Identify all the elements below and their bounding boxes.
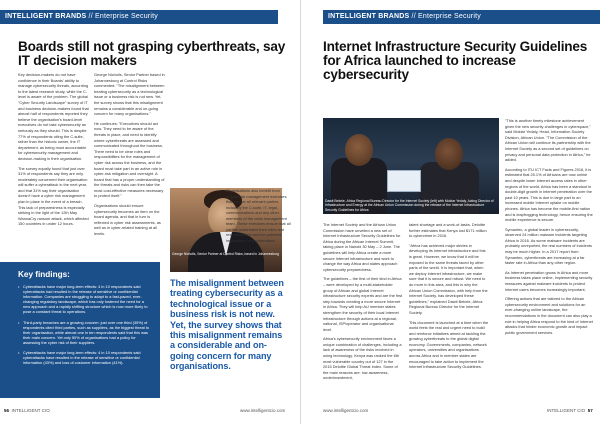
paragraph: He continues: "Executives should act now. They need to be aware of the threats in place, and need to identify where cyberthreats are assessed and communicated throughout the business. There need to be clear roles and responsibilities for the management of cyber risk across the business, and the board must take part in an active role in cyber-risk mitigation and oversight. A board that has a proper understanding of the threats and risks can then take the most cost-effective measures necessary to protect itself." bbox=[94, 120, 165, 199]
page-footer bbox=[4, 408, 50, 414]
paragraph: As Internet penetration grows in Africa and more business takes place online, implementing security measures against malware incidents to protect Internet users becomes increasingly important. bbox=[505, 269, 593, 292]
footer-url[interactable]: www.intelligentcio.com bbox=[323, 408, 369, 413]
key-findings-list bbox=[18, 284, 152, 365]
footer-brand: INTELLIGENT CIO bbox=[547, 408, 586, 413]
section-name: Enterprise Security bbox=[418, 13, 481, 20]
article-column-2 bbox=[409, 222, 489, 406]
pull-quote: The misalignment between treating cybersecurity as a technological issue or a business risk is not new. Yet, the survey shows that this misalignment remains a considerable and on-going concern for many organisations. bbox=[170, 278, 284, 372]
section-name: Enterprise Security bbox=[95, 13, 158, 20]
paragraph: Organisations also benefit from regular risk management exercises that involve all relevant parties including the C-suite, IT, legal, communications and any other members of the crisis management team. These exercises ensure that all parties understand their roles and responsibilities and the potential implications of a cyberattack. bbox=[226, 188, 291, 243]
page-number: 57 bbox=[587, 408, 593, 413]
paragraph: Offering actions that are tailored to the African cybersecurity environment and solutions for an ever-changing online landscape, the recommendations in the document can also play a role in helping Africa respond to the kind of Internet attacks that hinder economic growth and impact public government services. bbox=[505, 296, 593, 335]
list-item: • Cyberattacks have major long-term effects: 4 in 10 respondents said cyberattacks have resulted in the release of sensitive or confidential information (43%) and loss of customer information (41%). bbox=[18, 350, 152, 365]
article-column-1 bbox=[323, 222, 403, 406]
paragraph: George Nicholls, Senior Partner based in Johannesburg at Control Risks commented: "The misalignment between treating cybersecurity as a technological issue or a business risk is not new. Yet, the survey shows that this misalignment remains a considerable and on-going concern for many organisations." bbox=[94, 72, 165, 117]
footer-url[interactable]: www.intelligentcio.com bbox=[240, 408, 286, 413]
article-column-3 bbox=[505, 118, 593, 406]
paragraph: The survey equally found that just over 31% of respondents say they are only moderately concerned their organisation will suffer a cyberattack in the next year, and that 31% say their organisation doesn't have a cyber risk management plan in place in the event of a breach. This lack of preparedness is especially striking in the light of the 12th May WannaCry ransom attack, which affected 150 countries in under 12 hours. bbox=[18, 165, 89, 227]
key-findings-title: Key findings: bbox=[18, 270, 70, 279]
paragraph: Key decision-makers do not have confidence in their Boards' ability to manage cybersecurity threats, according to the latest research study, while the C-level is aware of the problem. The global "Cyber Security Landscape" survey of IT and business decision-makers found that almost half of respondents reported they believe the organisation's board-level executives do not take cybersecurity as seriously as they should. This is despite 77% of respondents citing the C-suite, rather than the historic owner, the IT department, as being most accountable for cybersecurity management and decision-making in their organisation. bbox=[18, 72, 89, 161]
section-separator: // bbox=[88, 13, 93, 20]
paragraph: The Internet Society and the African Union Commission have unveiled a new set of Internet Infrastructure Security Guidelines for Africa during the African Internet Summit, taking place in Nairobi 30 May – 2 June. The guidelines will help Africa create a more secure Internet infrastructure and work to change the way Africa and states approach cybersecurity preparedness. bbox=[323, 222, 401, 272]
right-page bbox=[300, 0, 600, 424]
paragraph: talent shortage and a work-of-tasks. Deloitte further estimates that Kenya lost $171 million to cybercrime in 2016. bbox=[409, 222, 487, 239]
paragraph: Organisations should ensure cybersecurity becomes an item on the board agenda, and that in turn is reflected in cyber risk assessments, as well as in cyber-related training at all levels. bbox=[94, 203, 161, 237]
page-footer bbox=[547, 408, 593, 414]
paragraph: "Africa has achieved major strides in developing its Internet infrastructure and this is great. However, we know that it will be exposed to the same threats faced by other parts of the world. It is important that, when we deploy Internet infrastructure, we make sure that it is secure and robust. We need to do more in this area, and this is why the African Union Commission, with help from the Internet Society, has developed these guidelines," explained Dawit Bekele, Africa Regional Bureau Director for the Internet Society. bbox=[409, 242, 488, 315]
page-number: 56 bbox=[4, 408, 10, 413]
section-bar bbox=[323, 10, 600, 24]
key-findings-box bbox=[0, 262, 160, 398]
paragraph: Symantec, a global leader in cybersecurity, observed 24 million malware incidents targeting Africa in 2016. As some malware incidents are probably unreported, the real numbers of incidents may be much higher. In a 2017 report from Symantec, cyberthreats are increasing at a far faster rate in Africa than any other region. bbox=[505, 226, 592, 266]
paragraph: Africa's cybersecurity environment faces a unique combination of challenges, including a lack of awareness of the risks involved in using technology. Kenya was ranked the 6th most vulnerable country out of 127 in the 2015 Deloitte Global Threat Index. Some of the main reasons are: low awareness, underinvestment, bbox=[323, 336, 402, 381]
article-column-2 bbox=[94, 72, 166, 258]
article-headline: Internet Infrastructure Security Guidelines for Africa launched to increase cybersecurity bbox=[323, 39, 588, 82]
photo-caption: George Nicholls, Senior Partner at Control Risks, based in Johannesburg bbox=[172, 252, 279, 256]
article-headline: Boards still not grasping cyberthreats, say IT decision makers bbox=[18, 39, 286, 68]
list-item: • Third-party breaches are a growing concern: just over one third (35%) of respondents cited third parties, such as suppliers, as the biggest threat to their organisation, while almost one in ten respondents said that this was their main concern. Yet only 50% of organisations had a policy for assessing the cyber risk of their suppliers. bbox=[18, 320, 152, 345]
section-brand: INTELLIGENT BRANDS bbox=[5, 13, 87, 20]
list-item: • Cyberattacks have major long-term effects: 4 in 10 respondents said cyberattacks had resulted in the release of sensitive or confidential information. Companies are struggling to adapt to a fast-paced, ever-changing regulatory landscape, which has only fostered the need for a new approach and a rapidly shifting structure which is now more likely to pose a constant threat to operations. bbox=[18, 284, 152, 315]
paragraph: The guidelines – the first of their kind in Africa – were developed by a multi-stakeholder group of African and global Internet infrastructure security experts and are the first step towards creating a more secure Internet in Africa. They will help AU member states strengthen the security of their local Internet infrastructure through actions at a regional, national, ISP/operator and organisational level. bbox=[323, 276, 403, 332]
photo-caption: Dawit Bekele, Africa Regional Bureau Director for the Internet Society (left) with Moktar Yedaly, Acting Director of Infrastructure and Energy at the African Union Commission during the release of the Internet Infrastructure Security Guidelines for Africa bbox=[325, 199, 494, 212]
section-bar bbox=[0, 10, 278, 24]
paragraph: This document is launched at a time when the world feels the real and urgent need to build and reinforce initiatives aimed at tackling the growing cyberthreats to the global digital economy. Governments, companies, network operators, universities and organisations across Africa and in member states are encouraged to take action to implement the Internet Infrastructure Security Guidelines. bbox=[409, 319, 489, 370]
paragraph: According to ITU ICT Facts and Figures 2016, it is estimated that 25.1% of Africans are now online and despite lower Internet access rates in other regions of the world, Africa has been a standout in double-digit growth in Internet penetration over the past 10 years. This is due in large part to an increased mobile Internet uptake on mobile phones. Africa has become the mobile-first nation and is leapfrogging technology, hence ensuring the mobile experience is secure. bbox=[505, 166, 593, 223]
section-separator: // bbox=[411, 13, 416, 20]
footer-brand: INTELLIGENT CIO bbox=[11, 408, 50, 413]
section-brand: INTELLIGENT BRANDS bbox=[328, 13, 410, 20]
article-column-3b bbox=[226, 188, 292, 270]
paragraph: "This is another timely milestone achievement given the new security challenges in cyberspace," said Moktar Yedaly, Head, Information Society Division, African Union. "The Commission of the African Union will continue its partnership with the Internet Society as a second set of guidelines on privacy and personal data protection in Africa," he added. bbox=[505, 118, 591, 163]
article-column-1 bbox=[18, 72, 90, 258]
article-column-3 bbox=[170, 72, 242, 184]
